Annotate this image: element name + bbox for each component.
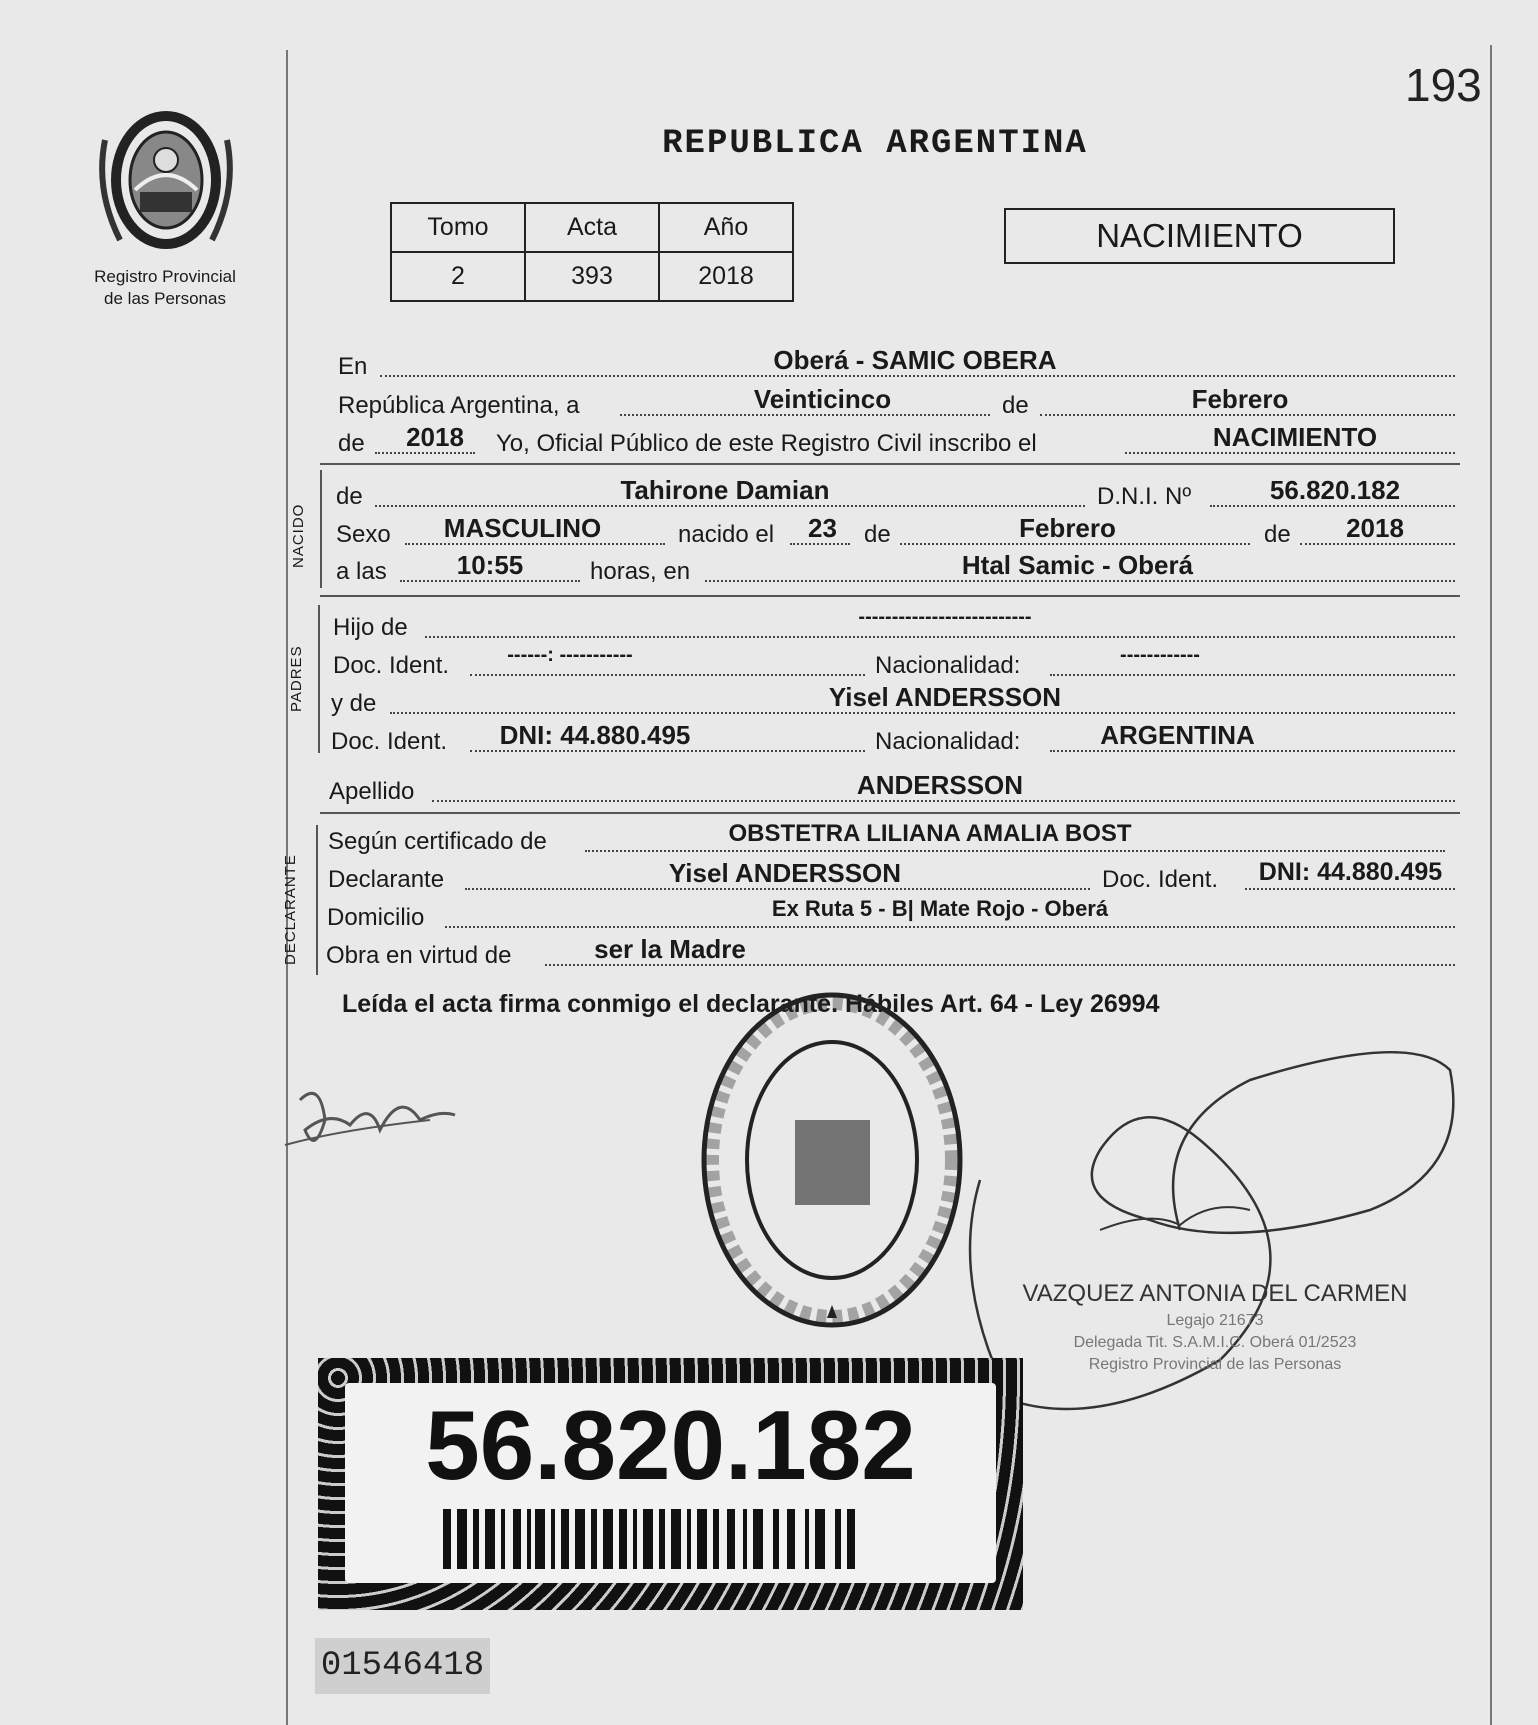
month: Febrero: [1191, 384, 1289, 414]
doc-label-3: Doc. Ident.: [1102, 866, 1219, 893]
ano-header: Año: [659, 203, 793, 252]
obra-value: ser la Madre: [594, 934, 746, 964]
row-sexo: [0, 513, 1538, 549]
yo-text: Yo, Oficial Público de este Registro Civil inscribo el: [496, 430, 1037, 457]
de-label-1: de: [1002, 392, 1029, 419]
certificado-value: OBSTETRA LILIANA AMALIA BOST: [728, 820, 1132, 847]
domicilio-value: Ex Ruta 5 - B| Mate Rojo - Oberá: [771, 896, 1109, 921]
nacido-label: nacido el: [678, 521, 775, 548]
barcode-label: [318, 1358, 1023, 1610]
certificado-label: Según certificado de: [328, 828, 547, 855]
declarante-value: Yisel ANDERSSON: [668, 858, 902, 888]
hijo-label: Hijo de: [333, 614, 408, 641]
separator-1: [320, 463, 1460, 465]
declarante-side-label: DECLARANTE: [282, 854, 299, 965]
row-en: [0, 345, 1538, 381]
row-declarante: [0, 858, 1538, 894]
row-padre-doc: [0, 644, 1538, 680]
tomo-acta-ano-table: [390, 202, 794, 302]
certificado-dots: [585, 850, 1445, 852]
row-certificado: [0, 820, 1538, 856]
padres-side-label: PADRES: [288, 645, 305, 712]
en-label: En: [338, 353, 368, 380]
declarant-signature: [280, 1060, 460, 1170]
madre-doc: DNI: 44.880.495: [499, 720, 691, 750]
row-hijo: [0, 606, 1538, 642]
registry-stamp: [695, 980, 970, 1340]
padre-nac: ------------: [1120, 644, 1200, 666]
registry-line-2: de las Personas: [104, 289, 226, 308]
row-year: [0, 422, 1538, 458]
birth-day: 23: [808, 513, 837, 543]
en-value: Oberá - SAMIC OBERA: [773, 345, 1057, 375]
padre-value: --------------------------: [858, 606, 1032, 628]
registry-line-1: Registro Provincial: [94, 267, 236, 286]
row-obra: [0, 934, 1538, 970]
de-label-5: de: [1264, 521, 1291, 548]
tomo-value: 2: [391, 252, 525, 301]
row-nombre: [0, 475, 1538, 511]
birth-year: 2018: [1346, 513, 1404, 543]
doc-label-2: Doc. Ident.: [331, 728, 448, 755]
row-domicilio: [0, 896, 1538, 932]
de-label-4: de: [864, 521, 891, 548]
hora-value: 10:55: [456, 550, 524, 580]
yde-label: y de: [331, 690, 377, 717]
domicilio-dots: [445, 926, 1455, 928]
serial-number: 01546418: [315, 1638, 490, 1694]
sexo-value: MASCULINO: [443, 513, 602, 543]
dni-label: D.N.I. Nº: [1097, 483, 1192, 510]
barcode-number: 56.820.182: [425, 1390, 916, 1500]
declarante-label: Declarante: [328, 866, 445, 893]
nacionalidad-label-1: Nacionalidad:: [875, 652, 1021, 679]
registry-caption: [70, 266, 260, 310]
separator-3: [320, 812, 1460, 814]
ano-value: 2018: [659, 252, 793, 301]
tomo-header: Tomo: [391, 203, 525, 252]
birth-month: Febrero: [1019, 513, 1116, 543]
madre-nac: ARGENTINA: [1100, 720, 1255, 750]
horas-label: horas, en: [590, 558, 691, 585]
sexo-label: Sexo: [336, 521, 391, 548]
signer-block: [1000, 1280, 1430, 1374]
separator-2: [320, 595, 1460, 597]
signer-legajo: Legajo 21673: [1166, 1312, 1264, 1329]
country-title: REPUBLICA ARGENTINA: [662, 125, 1088, 163]
row-apellido: [0, 770, 1538, 806]
province-seal-logo: [95, 100, 237, 275]
page-number: 193: [1405, 59, 1482, 111]
row-hora: [0, 550, 1538, 586]
signer-org: Registro Provincial de las Personas: [1088, 1356, 1342, 1373]
madre-value: Yisel ANDERSSON: [828, 682, 1062, 712]
declarante-doc-dots: [1245, 888, 1455, 890]
barcode-inner: [345, 1383, 996, 1583]
de-label-3: de: [336, 483, 363, 510]
barcode-icon: [443, 1509, 863, 1569]
doc-label-1: Doc. Ident.: [333, 652, 450, 679]
day-words: Veinticinco: [753, 384, 892, 414]
lugar-value: Htal Samic - Oberá: [961, 550, 1194, 580]
row-madre: [0, 682, 1538, 718]
acta-header: Acta: [525, 203, 659, 252]
closing-statement: Leída el acta firma conmigo el declarante. Hábiles Art. 64 - Ley 26994: [342, 990, 1160, 1018]
nacido-side-label: NACIDO: [290, 503, 307, 568]
obra-label: Obra en virtud de: [326, 942, 512, 969]
record-type-box: NACIMIENTO: [1004, 208, 1395, 264]
nacionalidad-label-2: Nacionalidad:: [875, 728, 1021, 755]
a-las-label: a las: [336, 558, 387, 585]
year: 2018: [406, 422, 464, 452]
domicilio-label: Domicilio: [327, 904, 425, 931]
declarante-doc: DNI: 44.880.495: [1258, 858, 1443, 886]
apellido-label: Apellido: [329, 778, 415, 805]
apellido-value: ANDERSSON: [856, 770, 1024, 800]
row-madre-doc: [0, 720, 1538, 756]
signer-name: VAZQUEZ ANTONIA DEL CARMEN: [1022, 1280, 1408, 1307]
acta-value: 393: [525, 252, 659, 301]
de-label-2: de: [338, 430, 365, 457]
act: NACIMIENTO: [1212, 422, 1378, 452]
child-name: Tahirone Damian: [620, 475, 830, 505]
padre-doc: ------: -----------: [507, 644, 633, 666]
hijo-dots: [425, 636, 1455, 638]
republica-label: República Argentina, a: [338, 392, 580, 419]
row-republica: [0, 384, 1538, 420]
padre-nac-dots: [1050, 674, 1455, 676]
padre-doc-dots: [470, 674, 865, 676]
signer-cargo: Delegada Tit. S.A.M.I.C. Oberá 01/2523: [1073, 1334, 1357, 1351]
dni-value: 56.820.182: [1269, 475, 1401, 505]
